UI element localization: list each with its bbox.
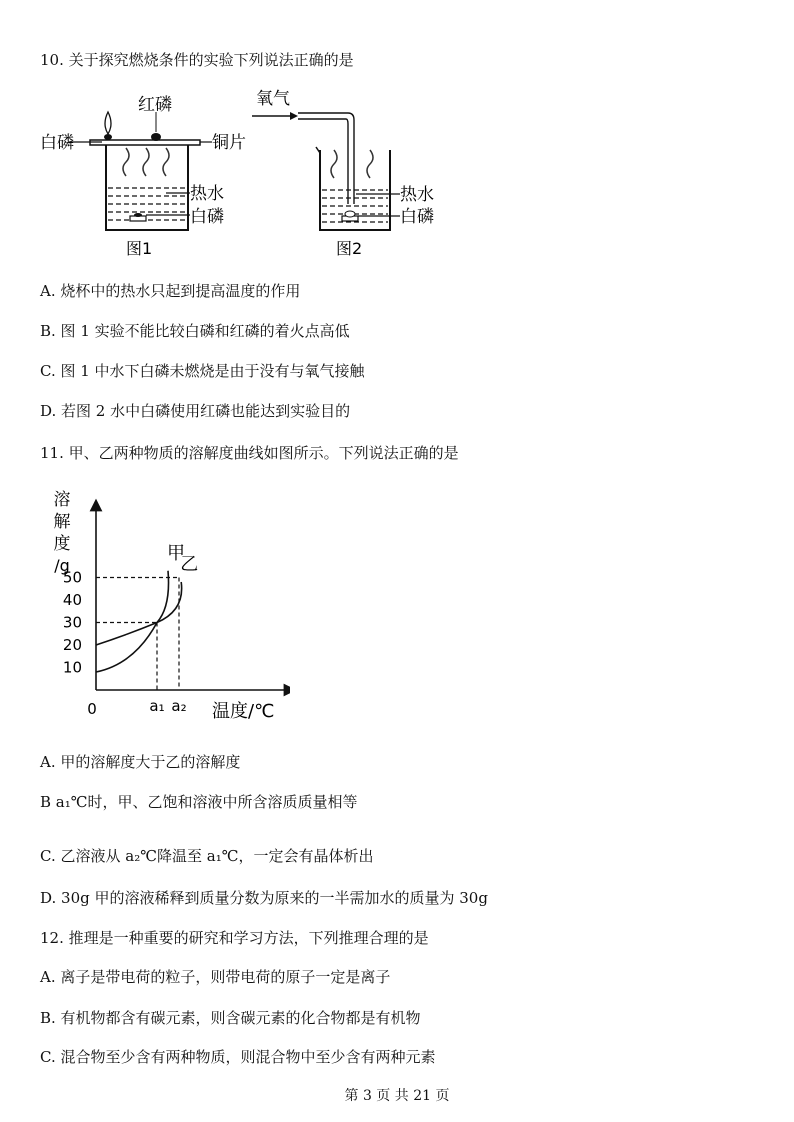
x-tick-label: a₂ bbox=[171, 697, 187, 715]
q11-stem: 11. 甲、乙两种物质的溶解度曲线如图所示。下列说法正确的是 bbox=[40, 444, 459, 462]
q10-figure-1 bbox=[38, 88, 248, 263]
q10-option-a: A. 烧杯中的热水只起到提高温度的作用 bbox=[40, 282, 301, 300]
origin-label: 0 bbox=[87, 700, 97, 718]
fig1-label-hot-water: 热水 bbox=[190, 184, 224, 204]
y-tick-label: 20 bbox=[62, 636, 82, 654]
q12-stem: 12. 推理是一种重要的研究和学习方法，下列推理合理的是 bbox=[40, 929, 429, 947]
series-label: 甲 bbox=[167, 542, 185, 564]
q12-option-c: C. 混合物至少含有两种物质，则混合物中至少含有两种元素 bbox=[40, 1048, 436, 1066]
y-axis-label-char: 溶 bbox=[53, 490, 71, 510]
x-axis-label: 温度/℃ bbox=[212, 701, 275, 722]
fig2-label-hot-water: 热水 bbox=[400, 185, 434, 205]
x-tick-label: a₁ bbox=[149, 697, 165, 715]
y-axis-label-char: 解 bbox=[53, 512, 71, 532]
page-footer: 第 3 页 共 21 页 bbox=[344, 1088, 450, 1104]
solubility-chart bbox=[40, 485, 290, 725]
q11-option-c: C. 乙溶液从 a₂℃降温至 a₁℃，一定会有晶体析出 bbox=[40, 847, 374, 865]
fig1-label-white-p-bottom: 白磷 bbox=[190, 207, 224, 227]
q11-option-d: D. 30g 甲的溶液稀释到质量分数为原来的一半需加水的质量为 30g bbox=[40, 889, 488, 907]
q12-option-a: A. 离子是带电荷的粒子，则带电荷的原子一定是离子 bbox=[40, 968, 391, 986]
fig2-caption: 图2 bbox=[336, 239, 363, 258]
y-tick-label: 30 bbox=[62, 613, 82, 632]
q10-figure-2 bbox=[250, 82, 450, 263]
q10-option-d: D. 若图 2 水中白磷使用红磷也能达到实验目的 bbox=[40, 402, 351, 420]
fig2-label-oxygen: 氧气 bbox=[256, 89, 290, 109]
q11-option-b: B a₁℃时，甲、乙饱和溶液中所含溶质质量相等 bbox=[40, 793, 358, 811]
fig2-label-white-p: 白磷 bbox=[400, 207, 434, 227]
q10-option-b: B. 图 1 实验不能比较白磷和红磷的着火点高低 bbox=[40, 322, 350, 340]
y-tick-label: 10 bbox=[62, 658, 82, 677]
fig1-label-red-p: 红磷 bbox=[138, 95, 172, 115]
q11-option-a: A. 甲的溶解度大于乙的溶解度 bbox=[40, 753, 241, 771]
y-axis-label-char: 度 bbox=[53, 534, 71, 554]
fig1-caption: 图1 bbox=[126, 239, 153, 258]
y-axis-label bbox=[54, 490, 71, 575]
series-label: 乙 bbox=[180, 554, 199, 575]
y-axis-label-unit: /g bbox=[54, 556, 70, 575]
y-tick-label: 50 bbox=[62, 568, 82, 587]
q12-option-b: B. 有机物都含有碳元素，则含碳元素的化合物都是有机物 bbox=[40, 1009, 421, 1027]
y-tick-label: 40 bbox=[62, 591, 82, 609]
q10-option-c: C. 图 1 中水下白磷未燃烧是由于没有与氧气接触 bbox=[40, 362, 365, 380]
q10-stem: 10. 关于探究燃烧条件的实验下列说法正确的是 bbox=[40, 51, 354, 69]
fig1-label-white-p-top: 白磷 bbox=[40, 133, 74, 153]
fig1-label-copper: 铜片 bbox=[212, 133, 246, 153]
